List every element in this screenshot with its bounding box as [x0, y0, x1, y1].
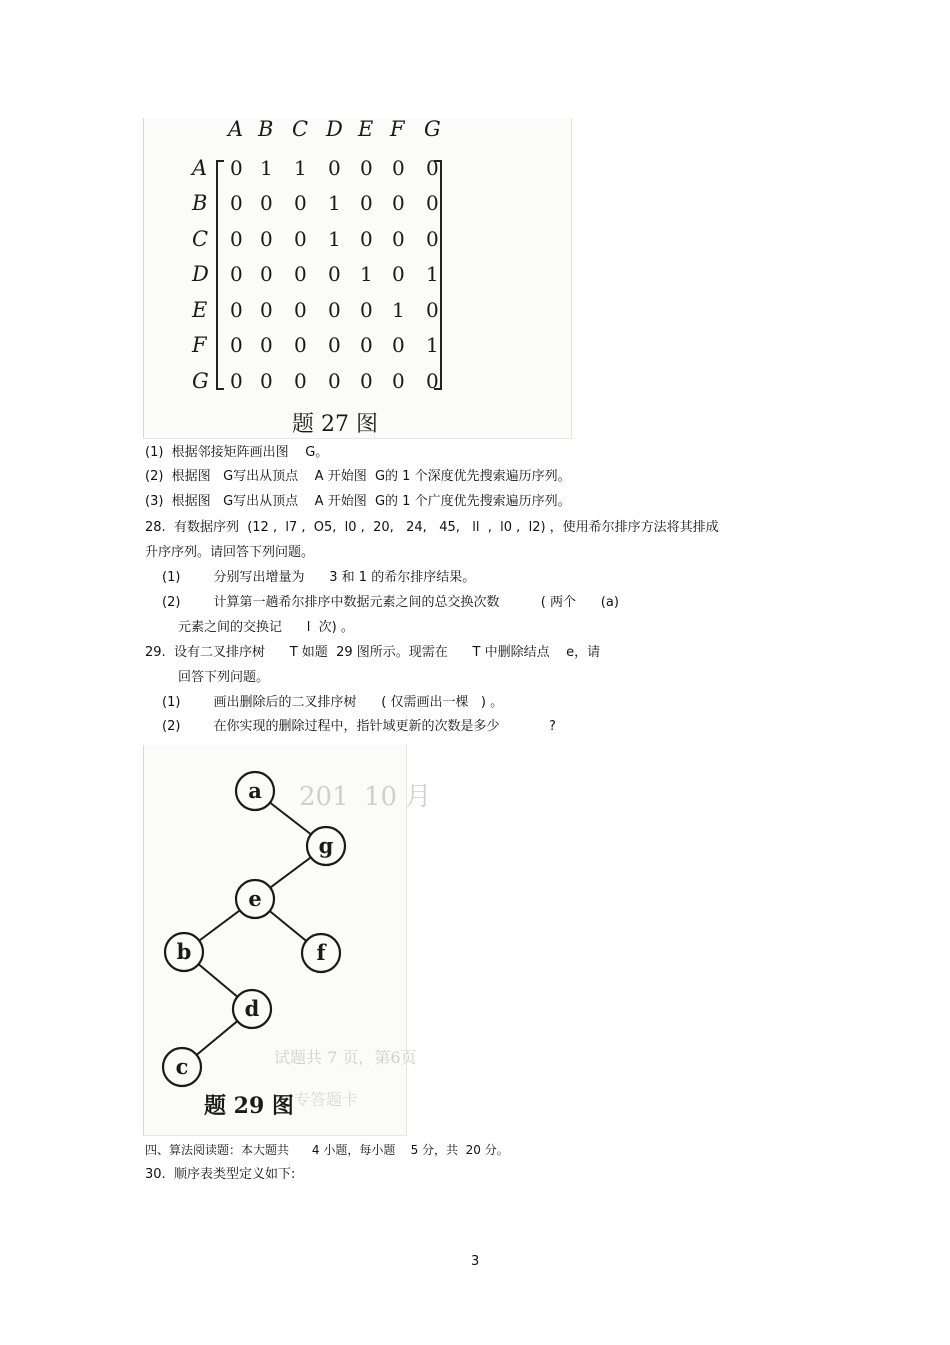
matrix-cell: 0 — [294, 262, 307, 286]
row-label: D — [192, 262, 209, 286]
tree-node-b — [165, 933, 203, 971]
matrix-cell: 0 — [360, 156, 373, 180]
matrix-cell: 0 — [360, 298, 373, 322]
watermark: 201 — [299, 782, 349, 812]
tree-node-g — [307, 827, 345, 865]
matrix-cell: 0 — [260, 298, 273, 322]
matrix-cell: 0 — [230, 262, 243, 286]
q28-line1: 28. 有数据序列 (12 , l7 , O5, l0 , 20, 24, 45, ll , l0 , l2) ，使用希尔排序方法将其排成 — [145, 520, 719, 535]
row-label: F — [192, 333, 207, 357]
matrix-cell: 0 — [230, 333, 243, 357]
matrix-cell: 0 — [392, 227, 405, 251]
tree-node-e — [236, 880, 274, 918]
row-label: G — [192, 369, 209, 393]
matrix-cell: 1 — [260, 156, 273, 180]
svg-text:f: f — [316, 940, 326, 965]
adjacency-matrix — [144, 118, 571, 438]
row-label: A — [192, 156, 208, 180]
figure-27 — [143, 118, 572, 439]
matrix-cell: 1 — [328, 191, 341, 215]
figure-29-caption: 题 29 图 — [204, 1093, 294, 1119]
watermark: 10 月 — [364, 782, 432, 812]
matrix-cell: 1 — [328, 227, 341, 251]
q28-sub1: (1) 分别写出增量为 3 和 1 的希尔排序结果。 — [162, 570, 476, 585]
row-label: E — [192, 298, 208, 322]
column-label: A — [228, 117, 244, 141]
row-label: B — [192, 191, 208, 215]
svg-text:e: e — [248, 886, 262, 911]
matrix-cell: 0 — [360, 333, 373, 357]
section4-heading: 四、算法阅读题：本大题共 4 小题，每小题 5 分，共 20 分。 — [145, 1143, 509, 1157]
tree-node-f — [302, 934, 340, 972]
matrix-cell: 1 — [360, 262, 373, 286]
matrix-cell: 0 — [392, 191, 405, 215]
matrix-cell: 0 — [328, 156, 341, 180]
matrix-cell: 0 — [260, 333, 273, 357]
matrix-cell: 0 — [426, 156, 439, 180]
q27-part3: (3) 根据图 G写出从顶点 A 开始图 G的 1 个广度优先搜索遍历序列。 — [145, 494, 571, 509]
column-label: D — [326, 117, 343, 141]
matrix-cell: 0 — [294, 333, 307, 357]
watermark: 试题共 7 页，第6页 — [274, 1048, 417, 1067]
column-label: F — [390, 117, 405, 141]
matrix-cell: 0 — [294, 369, 307, 393]
matrix-cell: 0 — [260, 191, 273, 215]
matrix-cell: 0 — [260, 227, 273, 251]
q29-sub2: (2) 在你实现的删除过程中，指针域更新的次数是多少 ? — [162, 719, 556, 734]
matrix-cell: 1 — [294, 156, 307, 180]
matrix-cell: 0 — [230, 191, 243, 215]
q29-sub1: (1) 画出删除后的二叉排序树 ( 仅需画出一棵 ) 。 — [162, 695, 504, 710]
watermark: 专答题卡 — [294, 1090, 359, 1109]
row-label: C — [192, 227, 209, 251]
q29-line1: 29. 设有二叉排序树 T 如题 29 图所示。现需在 T 中删除结点 e，请 — [145, 645, 601, 660]
column-label: C — [292, 117, 309, 141]
tree-node-a — [236, 772, 274, 810]
matrix-cell: 0 — [260, 262, 273, 286]
matrix-cell: 0 — [328, 333, 341, 357]
q28-sub2-cont: 元素之间的交换记 l 次) 。 — [178, 620, 354, 635]
q28-sub2: (2) 计算第一趟希尔排序中数据元素之间的总交换次数 ( 两个 (a) — [162, 595, 619, 610]
q29-line2: 回答下列问题。 — [178, 670, 270, 685]
matrix-cell: 0 — [392, 369, 405, 393]
tree-node-c — [163, 1048, 201, 1086]
left-bracket — [217, 161, 224, 389]
matrix-cell: 0 — [392, 262, 405, 286]
matrix-cell: 0 — [392, 156, 405, 180]
q27-part1: (1) 根据邻接矩阵画出图 G。 — [145, 445, 329, 460]
figure-27-caption: 题 27 图 — [292, 412, 378, 437]
matrix-cell: 0 — [294, 191, 307, 215]
svg-text:c: c — [175, 1054, 189, 1079]
column-label: B — [258, 117, 274, 141]
q30-line: 30. 顺序表类型定义如下: — [145, 1167, 296, 1182]
matrix-cell: 1 — [392, 298, 405, 322]
matrix-cell: 0 — [294, 298, 307, 322]
matrix-cell: 0 — [426, 191, 439, 215]
column-label: E — [358, 117, 374, 141]
matrix-cell: 0 — [360, 369, 373, 393]
svg-text:g: g — [318, 833, 334, 858]
matrix-cell: 0 — [360, 191, 373, 215]
matrix-cell: 0 — [230, 156, 243, 180]
matrix-cell: 0 — [260, 369, 273, 393]
matrix-cell: 0 — [294, 227, 307, 251]
matrix-cell: 0 — [328, 369, 341, 393]
matrix-cell: 0 — [392, 333, 405, 357]
svg-text:b: b — [176, 939, 192, 964]
column-label: G — [424, 117, 441, 141]
tree-node-d — [233, 990, 271, 1028]
matrix-cell: 0 — [426, 298, 439, 322]
matrix-cell: 0 — [426, 227, 439, 251]
matrix-cell: 1 — [426, 262, 439, 286]
matrix-cell: 0 — [230, 298, 243, 322]
matrix-cell: 0 — [230, 369, 243, 393]
matrix-cell: 0 — [426, 369, 439, 393]
svg-text:d: d — [244, 996, 260, 1021]
matrix-cell: 1 — [426, 333, 439, 357]
matrix-cell: 0 — [360, 227, 373, 251]
binary-tree — [144, 745, 432, 1135]
q27-part2: (2) 根据图 G写出从顶点 A 开始图 G的 1 个深度优先搜索遍历序列。 — [145, 469, 571, 484]
figure-29 — [143, 745, 432, 1136]
svg-text:a: a — [248, 778, 262, 803]
matrix-cell: 0 — [328, 298, 341, 322]
page-number: 3 — [471, 1254, 480, 1269]
matrix-cell: 0 — [328, 262, 341, 286]
matrix-cell: 0 — [230, 227, 243, 251]
q28-line2: 升序序列。请回答下列问题。 — [145, 545, 315, 560]
